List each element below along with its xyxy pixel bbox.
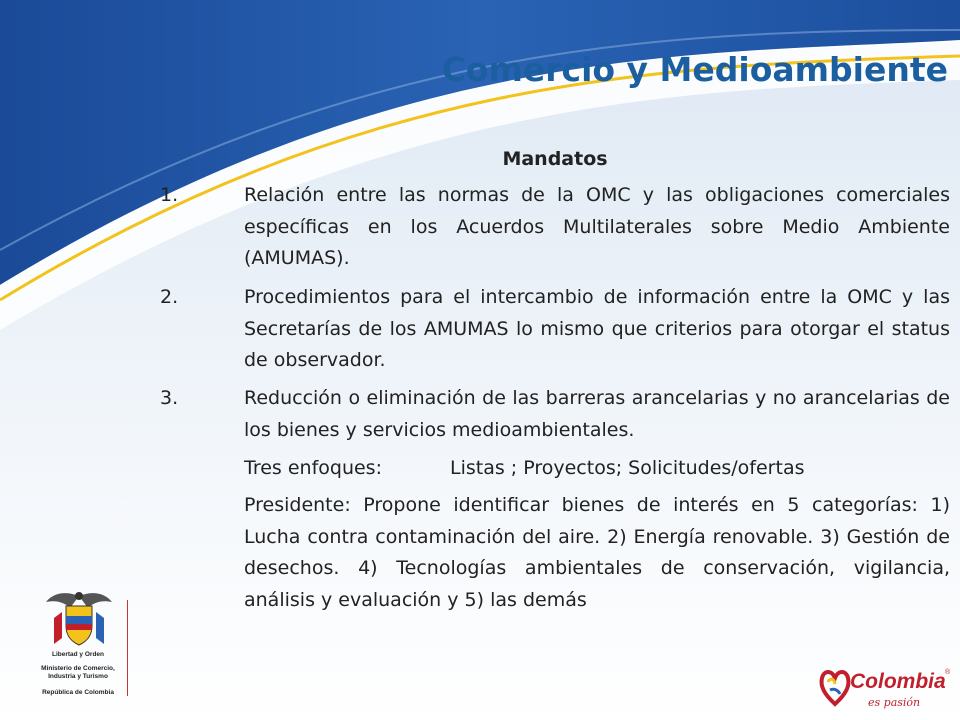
enfoques-line — [244, 453, 950, 485]
ministry-country: República de Colombia — [42, 689, 114, 696]
slide-title: Comercio y Medioambiente — [441, 50, 948, 89]
list-number: 1. — [160, 184, 179, 206]
coat-of-arms-icon — [44, 588, 114, 648]
list-number: 3. — [160, 387, 179, 409]
list-text: Reducción o eliminación de las barreras arancelarias y no arancelarias de los bienes y servicios medioambientales. — [244, 387, 950, 441]
brand-registered: ® — [945, 669, 951, 676]
brand-tagline: es pasión — [868, 696, 921, 709]
list-number: 2. — [160, 286, 179, 308]
presidente-paragraph: Presidente: Propone identificar bienes de interés en 5 categorías: 1) Lucha contra contaminación del aire. 2) Energía renovable. 3) Gestión de desechos. 4) Tecnologías ambientales de conservación, vigilancia, análisis y evaluación y 5) las demás — [244, 494, 950, 611]
divider — [127, 600, 128, 696]
subtitle-mandatos: Mandatos — [502, 148, 608, 170]
enfoques-value: Listas ; Proyectos; Solicitudes/ofertas — [450, 457, 805, 479]
ministry-name-line2: Industria y Turismo — [48, 673, 108, 680]
brand-word: Colombia — [850, 670, 946, 693]
ministry-name-line1: Ministerio de Comercio, — [41, 665, 115, 672]
colombia-brand-logo — [818, 664, 958, 716]
heart-swirl-icon — [818, 664, 852, 708]
ministry-motto: Libertad y Orden — [51, 651, 104, 658]
list-text: Relación entre las normas de la OMC y las obligaciones comerciales específicas en los Acuerdos Multilaterales sobre Medio Ambiente (AMUMAS). — [244, 184, 950, 269]
list-text: Procedimientos para el intercambio de información entre la OMC y las Secretarías de los AMUMAS lo mismo que criterios para otorgar el status de observador. — [244, 286, 950, 371]
enfoques-label: Tres enfoques: — [244, 457, 382, 479]
